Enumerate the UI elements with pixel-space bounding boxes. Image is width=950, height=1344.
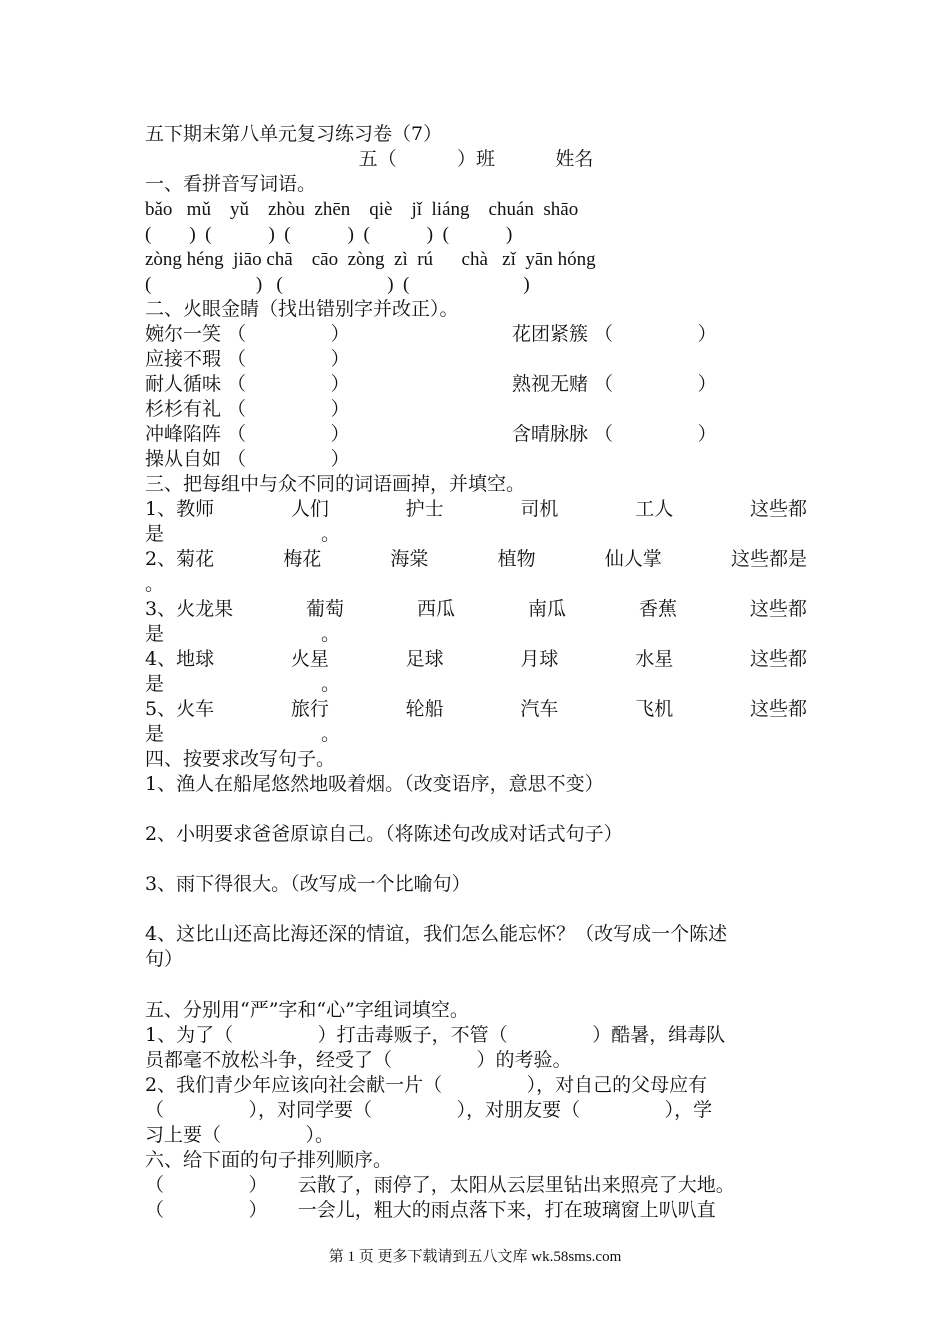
- word: 月球: [520, 648, 559, 670]
- class-name-line: 五（ ）班 姓名: [358, 148, 594, 170]
- rewrite-question-4-cont: 句）: [145, 948, 184, 970]
- word-group-1-cont: 是 。: [145, 523, 341, 545]
- word: 这些都是: [730, 548, 807, 570]
- word: 司机: [520, 498, 559, 520]
- fill-question-2: 2、我们青少年应该向社会献一片（ ），对自己的父母应有: [145, 1074, 708, 1096]
- typo-row: [145, 422, 807, 447]
- fill-question-1-cont: 员都毫不放松斗争，经受了（ ）的考验。: [145, 1049, 572, 1071]
- word: 飞机: [635, 698, 674, 720]
- word: 1、教师: [145, 498, 215, 520]
- typo-item: 杉杉有礼 （ ）: [145, 398, 350, 420]
- word-group-2: [145, 547, 807, 572]
- word: 这些都: [749, 598, 807, 620]
- word: 梅花: [283, 548, 322, 570]
- word: 仙人掌: [604, 548, 662, 570]
- word: 5、火车: [145, 698, 215, 720]
- word: 香蕉: [638, 598, 677, 620]
- typo-item: 操从自如 （ ）: [145, 448, 350, 470]
- fill-question-1: 1、为了（ ）打击毒贩子，不管（ ）酷暑，缉毒队: [145, 1024, 726, 1046]
- blank-row-2: ( ) ( ) ( ): [145, 274, 530, 295]
- rewrite-question-4: 4、这比山还高比海还深的情谊，我们怎么能忘怀？（改写成一个陈述: [145, 923, 728, 945]
- rewrite-question-2: 2、小明要求爸爸原谅自己。（将陈述句改成对话式句子）: [145, 823, 623, 845]
- typo-item: 熟视无赌 （ ）: [512, 373, 717, 395]
- word-group-5-cont: 是 。: [145, 723, 341, 745]
- word: 火星: [290, 648, 329, 670]
- word: 足球: [405, 648, 444, 670]
- typo-row: [145, 322, 807, 347]
- pinyin-row-1: bǎo mǔ yǔ zhòu zhēn qiè jǐ liáng chuán shāo: [145, 199, 579, 220]
- section-5-heading: 五、分别用“严”字和“心”字组词填空。: [145, 999, 469, 1021]
- worksheet: [145, 122, 807, 1223]
- word-group-1: [145, 497, 807, 522]
- word: 水星: [635, 648, 674, 670]
- word: 南瓜: [527, 598, 566, 620]
- typo-row: [145, 372, 807, 397]
- section-1-heading: 一、看拼音写词语。: [145, 173, 317, 195]
- blank-row-1: ( ) ( ) ( ) ( ) ( ): [145, 224, 513, 245]
- section-3-heading: 三、把每组中与众不同的词语画掉，并填空。: [145, 473, 526, 495]
- rewrite-question-1: 1、渔人在船尾悠然地吸着烟。（改变语序，意思不变）: [145, 773, 604, 795]
- order-sentence-2: （ ） 一会儿，粗大的雨点落下来，打在玻璃窗上叭叭直: [145, 1199, 716, 1221]
- word: 2、菊花: [145, 548, 215, 570]
- typo-item: 应接不瑕 （ ）: [145, 348, 350, 370]
- order-sentence-1: （ ） 云散了，雨停了，太阳从云层里钻出来照亮了大地。: [145, 1174, 735, 1196]
- word-group-5: [145, 697, 807, 722]
- word: 这些都: [749, 648, 807, 670]
- word-group-2-cont: 。: [145, 573, 165, 595]
- word-group-4: [145, 647, 807, 672]
- typo-item: 含晴脉脉 （ ）: [512, 423, 717, 445]
- word-group-3-cont: 是 。: [145, 623, 341, 645]
- word: 4、地球: [145, 648, 215, 670]
- word: 葡萄: [306, 598, 345, 620]
- word: 人们: [290, 498, 329, 520]
- typo-row: [145, 397, 807, 422]
- fill-question-2-end: 习上要（ ）。: [145, 1124, 335, 1146]
- section-6-heading: 六、给下面的句子排列顺序。: [145, 1149, 393, 1171]
- word: 3、火龙果: [145, 598, 234, 620]
- word: 这些都: [749, 498, 807, 520]
- typo-row: [145, 347, 807, 372]
- typo-item: 冲峰陷阵 （ ）: [145, 423, 350, 445]
- word: 护士: [405, 498, 444, 520]
- word: 工人: [635, 498, 674, 520]
- section-2-heading: 二、火眼金睛（找出错别字并改正）。: [145, 298, 459, 320]
- pinyin-row-2: zòng héng jiāo chā cāo zòng zì rú chà zǐ yān hóng: [145, 249, 596, 270]
- typo-item: 花团紧簇 （ ）: [512, 323, 717, 345]
- typo-item: 耐人循味 （ ）: [145, 373, 350, 395]
- rewrite-question-3: 3、雨下得很大。（改写成一个比喻句）: [145, 873, 471, 895]
- word-group-4-cont: 是 。: [145, 673, 341, 695]
- word: 这些都: [749, 698, 807, 720]
- typo-row: [145, 447, 807, 472]
- word: 海棠: [390, 548, 429, 570]
- typo-item: 婉尔一笑 （ ）: [145, 323, 350, 345]
- worksheet-title: 五下期末第八单元复习练习卷（7）: [145, 123, 443, 145]
- word: 轮船: [405, 698, 444, 720]
- fill-question-2-cont: （ ），对同学要（ ），对朋友要（ ），学: [145, 1099, 713, 1121]
- word: 西瓜: [417, 598, 456, 620]
- word: 旅行: [290, 698, 329, 720]
- word: 植物: [497, 548, 536, 570]
- section-4-heading: 四、按要求改写句子。: [145, 748, 336, 770]
- word: 汽车: [520, 698, 559, 720]
- word-group-3: [145, 597, 807, 622]
- page-footer: 第 1 页 更多下载请到五八文库 wk.58sms.com: [328, 1249, 622, 1265]
